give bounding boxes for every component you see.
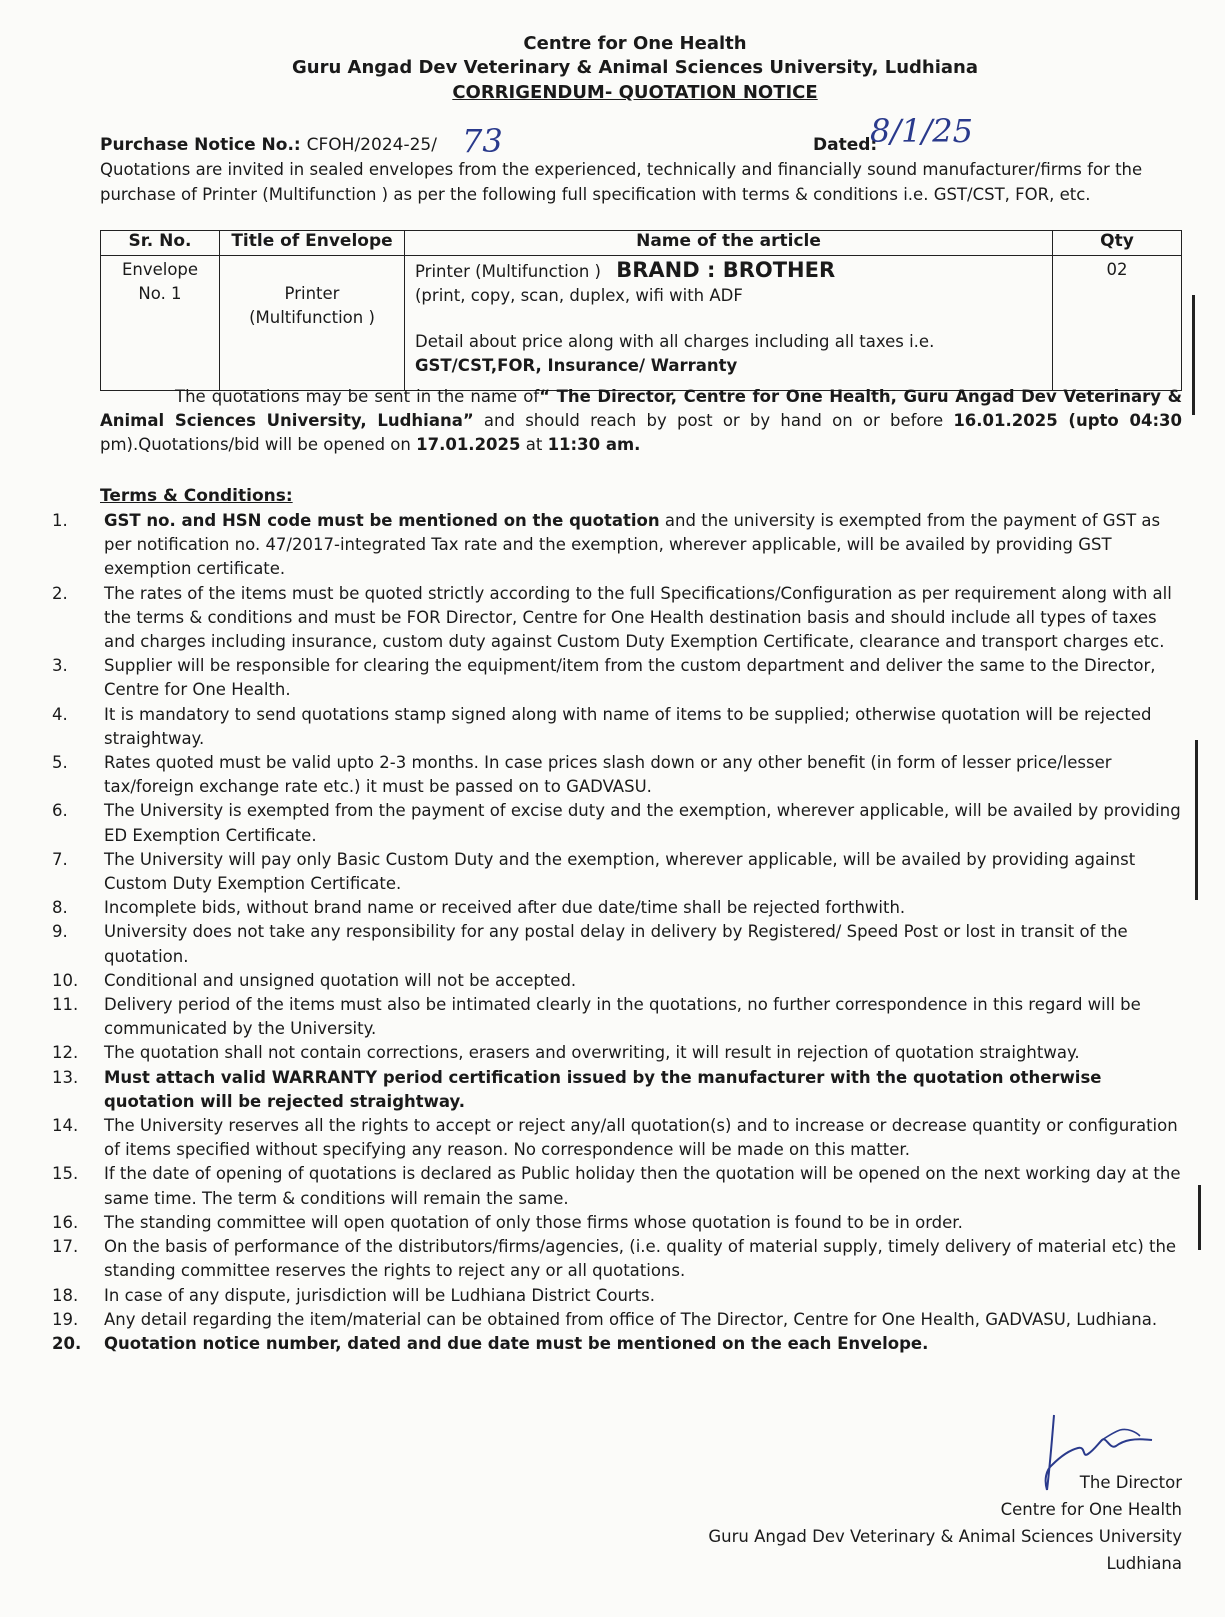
table-cell-sr-no [101,256,220,391]
term-number: 10. [52,970,79,990]
term-number: 15. [52,1164,79,1184]
scan-edge-line [1198,1185,1201,1250]
list-item [52,1114,1182,1162]
list-item [52,848,1182,896]
term-text: University does not take any responsibility for any postal delay in delivery by Registered/ Speed Post or lost in transit of the quotation. [104,922,1128,966]
term-text: The rates of the items must be quoted strictly according to the full Specifications/Configuration as per requirement along with all the terms & conditions and must be FOR Director, Centre for One Health destination basis and should include all types of taxes and charges including insurance, custom duty against Custom Duty Exemption Certificate, clearance and transport charges etc. [104,583,1172,652]
title-line-1: Printer [284,284,340,303]
table-header-qty: Qty [1053,231,1182,256]
list-item [52,654,1182,702]
term-text: If the date of opening of quotations is declared as Public holiday then the quotation will be opened on the next working day at the same time. The term & conditions will remain the same. [104,1164,1181,1208]
price-terms: GST/CST,FOR, Insurance/ Warranty [415,356,738,375]
term-text: Any detail regarding the item/material can be obtained from office of The Director, Centre for One Health, GADVASU, Ludhiana. [104,1309,1158,1329]
specification-table [100,230,1182,391]
table-header-sr-no: Sr. No. [101,231,220,256]
list-item [52,1235,1182,1283]
term-number: 4. [52,704,68,724]
list-item [52,799,1182,847]
list-item [52,969,1182,993]
table-row [101,256,1182,391]
term-number: 3. [52,656,68,676]
list-item [52,1066,1182,1114]
term-number: 14. [52,1116,79,1136]
article-name-line [415,258,1048,284]
header-centre-name: Centre for One Health [523,33,747,54]
header-university-name: Guru Angad Dev Veterinary & Animal Sciences University, Ludhiana [292,57,978,78]
term-number: 20. [52,1333,82,1353]
list-item [52,896,1182,920]
term-number: 2. [52,583,68,603]
term-number: 6. [52,801,68,821]
terms-list [52,509,1182,1356]
para-due-date: 16.01.2025 (upto 04:30 [953,411,1182,430]
para-part-3: and should reach by post or by hand on or before [473,411,954,430]
sr-line-2: No. 1 [138,284,182,303]
table-header-row [101,231,1182,256]
term-text: The University will pay only Basic Custom Duty and the exemption, wherever applicable, will be availed by providing against Custom Duty Exemption Certificate. [104,849,1136,894]
table-header-article: Name of the article [405,231,1053,256]
table-cell-qty: 02 [1053,256,1182,391]
term-text: Incomplete bids, without brand name or received after due date/time shall be rejected forthwith. [104,898,906,918]
list-item [52,1284,1182,1308]
scan-edge-line [1195,740,1198,900]
term-text: The quotation shall not contain corrections, erasers and overwriting, it will result in rejection of quotation straightway. [104,1043,1080,1063]
term-text: The standing committee will open quotation of only those firms whose quotation is found to be in order. [104,1212,963,1232]
term-text: The University is exempted from the payment of excise duty and the exemption, wherever applicable, will be availed by providing ED Exemption Certificate. [104,801,1181,845]
scan-edge-line [1192,295,1195,415]
term-text: Rates quoted must be valid upto 2-3 months. In case prices slash down or any other benefit (in form of lesser price/lesser tax/foreign exchange rate etc.) it must be passed on to GADVASU. [104,753,1112,797]
list-item [52,1041,1182,1065]
list-item [52,1162,1182,1210]
term-text: Conditional and unsigned quotation will not be accepted. [104,970,577,990]
intro-paragraph: Quotations are invited in sealed envelopes from the experienced, technically and financially sound manufacturer/firms for the purchase of Printer (Multifunction ) as per the following full specification with terms & conditions i.e. GST/CST, FOR, etc. [100,160,1143,204]
price-detail: Detail about price along with all charges including all taxes i.e. [415,332,935,351]
list-item [52,1211,1182,1235]
signatory-university: Guru Angad Dev Veterinary & Animal Sciences University [708,1527,1182,1546]
para-part-1: The quotations may be sent in the name of [175,387,540,406]
terms-heading: Terms & Conditions: [100,486,293,506]
signatory-centre: Centre for One Health [1000,1500,1182,1519]
table-header-title: Title of Envelope [220,231,405,256]
purchase-notice-label: Purchase Notice No.: [100,135,301,155]
list-item [52,509,1182,582]
article-name: Printer (Multifunction ) [415,262,601,281]
purchase-notice-value: CFOH/2024-25/ [306,135,437,155]
list-item [52,1332,1182,1356]
term-text: Supplier will be responsible for clearing the equipment/item from the custom department and deliver the same to the Director, Centre for One Health. [104,656,1156,700]
term-text: On the basis of performance of the distributors/firms/agencies, (i.e. quality of material supply, timely delivery of material etc) the standing committee reserves the rights to reject any or all quotations. [104,1237,1177,1281]
para-part-5: pm).Quotations/bid will be opened on [100,435,417,454]
purchase-notice-number [100,135,437,155]
handwritten-notice-number: 73 [462,122,503,160]
term-number: 11. [52,995,79,1015]
title-line-2: (Multifunction ) [249,308,375,327]
list-item [52,1308,1182,1332]
term-text: In case of any dispute, jurisdiction will be Ludhiana District Courts. [104,1285,655,1305]
term-text-bold: GST no. and HSN code must be mentioned on the quotation [104,511,660,530]
term-text-bold: Quotation notice number, dated and due date must be mentioned on the each Envelope. [104,1333,929,1353]
para-part-7: at [520,435,548,454]
table-cell-article [405,256,1053,391]
handwritten-date: 8/1/25 [870,112,973,150]
term-number: 19. [52,1309,79,1329]
list-item [52,920,1182,968]
term-number: 5. [52,753,68,773]
list-item [52,751,1182,799]
article-features: (print, copy, scan, duplex, wifi with ADF [415,286,743,305]
term-number: 12. [52,1043,79,1063]
term-number: 16. [52,1212,79,1232]
table-cell-title [220,256,405,391]
signatory-city: Ludhiana [1106,1554,1182,1573]
term-number: 8. [52,898,68,918]
list-item [52,993,1182,1041]
term-number: 7. [52,849,68,869]
term-number: 1. [52,511,68,530]
para-opening-time: 11:30 am. [547,435,641,454]
submission-paragraph [100,385,1182,457]
dated-label: Dated: [813,135,878,155]
signatory-title: The Director [1079,1473,1182,1492]
sr-line-1: Envelope [121,260,199,279]
term-text: and the university is exempted from the payment of GST as per notification no. 47/2017-integrated Tax rate and the exemption, wherever applicable, will be availed by providing GST exemption certificate. [104,511,1161,579]
list-item [52,703,1182,751]
para-opening-date: 17.01.2025 [416,435,521,454]
article-brand: BRAND : BROTHER [616,258,836,282]
term-number: 18. [52,1285,79,1305]
term-text: Delivery period of the items must also be intimated clearly in the quotations, no further correspondence in this regard will be communicated by the University. [104,995,1141,1039]
list-item [52,582,1182,655]
header-notice-title: CORRIGENDUM- QUOTATION NOTICE [452,82,818,103]
term-number: 9. [52,922,68,942]
para-addressee: “ The Director, Centre for One Health, Guru Angad Dev Veterinary & Animal Sciences University, Ludhiana” [100,387,1182,430]
term-text-bold: Must attach valid WARRANTY period certification issued by the manufacturer with the quotation otherwise quotation will be rejected straightway. [104,1067,1102,1111]
term-text: The University reserves all the rights to accept or reject any/all quotation(s) and to increase or decrease quantity or configuration of items specified without specifying any reason. No correspondence will be made on this matter. [104,1116,1178,1160]
term-number: 13. [52,1067,79,1087]
term-number: 17. [52,1237,79,1257]
term-text: It is mandatory to send quotations stamp signed along with name of items to be supplied; otherwise quotation will be rejected straightway. [104,704,1152,748]
